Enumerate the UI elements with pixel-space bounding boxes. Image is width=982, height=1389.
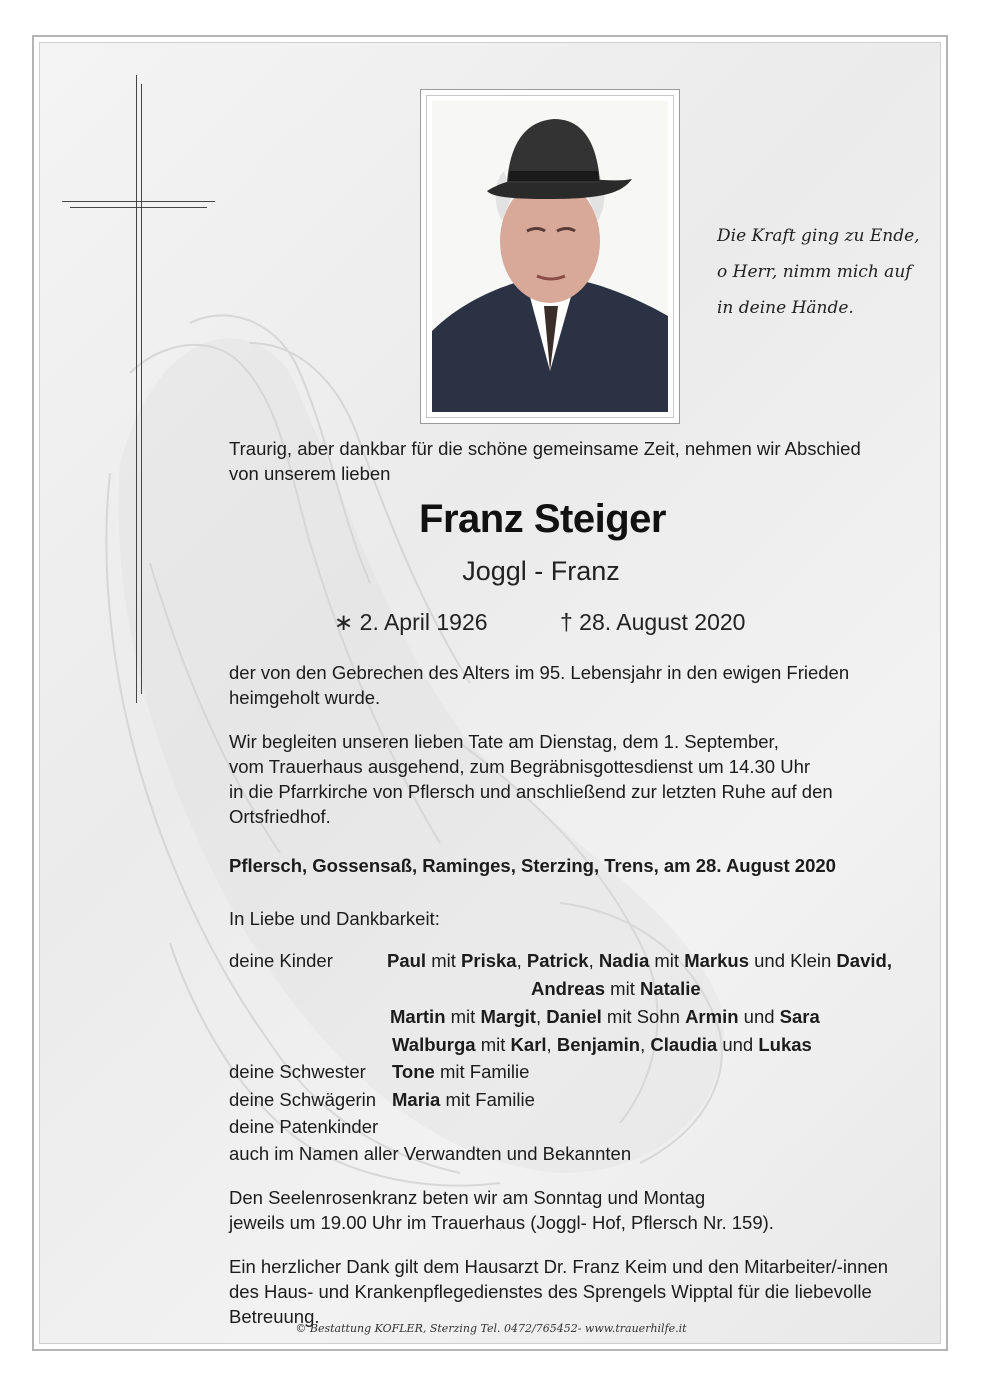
sisterinlaw-entry: Maria mit Familie: [392, 1089, 535, 1110]
cross-horizontal-line: [62, 201, 215, 202]
love-line: In Liebe und Dankbarkeit:: [229, 908, 440, 929]
death-text-line: heimgeholt wurde.: [229, 687, 381, 708]
children-row: Martin mit Margit, Daniel mit Sohn Armin und Sara: [390, 1006, 820, 1027]
godchildren-label: deine Patenkinder: [229, 1116, 379, 1137]
funeral-text-line: Wir begleiten unseren lieben Tate am Dienstag, dem 1. September,: [229, 731, 779, 752]
relatives-line: auch im Namen aller Verwandten und Bekannten: [229, 1143, 632, 1164]
quote-line: in deine Hände.: [717, 298, 854, 318]
footer-credit: © Bestattung KOFLER, Sterzing Tel. 0472/765452- www.trauerhilfe.it: [295, 1322, 687, 1335]
thanks-line: Betreuung.: [229, 1306, 320, 1327]
funeral-text-line: in die Pfarrkirche von Pflersch und anschließend zur letzten Ruhe auf den: [229, 781, 833, 802]
intro-line: von unserem lieben: [229, 463, 391, 484]
rosary-line: Den Seelenrosenkranz beten wir am Sonntag und Montag: [229, 1187, 706, 1208]
cross-vertical-line-inner: [141, 84, 142, 694]
children-row: Walburga mit Karl, Benjamin, Claudia und Lukas: [392, 1034, 812, 1055]
children-row: Andreas mit Natalie: [531, 978, 701, 999]
funeral-text-line: Ortsfriedhof.: [229, 806, 331, 827]
deceased-nickname: Joggl - Franz: [462, 556, 620, 586]
thanks-line: Ein herzlicher Dank gilt dem Hausarzt Dr. Franz Keim und den Mitarbeiter/-innen: [229, 1256, 889, 1277]
quote-line: Die Kraft ging zu Ende,: [717, 226, 920, 246]
death-date: † 28. August 2020: [560, 609, 746, 635]
rosary-line: jeweils um 19.00 Uhr im Trauerhaus (Joggl- Hof, Pflersch Nr. 159).: [229, 1212, 774, 1233]
intro-line: Traurig, aber dankbar für die schöne gemeinsame Zeit, nehmen wir Abschied: [229, 438, 861, 459]
children-row: Paul mit Priska, Patrick, Nadia mit Markus und Klein David,: [387, 950, 892, 971]
thanks-line: des Haus- und Krankenpflegedienstes des Sprengels Wipptal für die liebevolle: [229, 1281, 872, 1302]
cross-horizontal-line-inner: [70, 207, 207, 208]
place-date: Pflersch, Gossensaß, Raminges, Sterzing, Trens, am 28. August 2020: [229, 855, 836, 876]
portrait-frame: [420, 89, 680, 424]
death-text-line: der von den Gebrechen des Alters im 95. Lebensjahr in den ewigen Frieden: [229, 662, 850, 683]
quote: [717, 218, 937, 326]
children-label: deine Kinder: [229, 950, 333, 971]
sister-entry: Tone mit Familie: [392, 1061, 530, 1082]
deceased-name: Franz Steiger: [419, 497, 666, 541]
quote-line: o Herr, nimm mich auf: [717, 262, 912, 282]
sisterinlaw-label: deine Schwägerin: [229, 1089, 377, 1110]
sister-label: deine Schwester: [229, 1061, 366, 1082]
birth-date: ∗ 2. April 1926: [334, 609, 488, 635]
cross-vertical-line: [136, 75, 137, 703]
portrait-photo: [432, 101, 668, 412]
funeral-text-line: vom Trauerhaus ausgehend, zum Begräbnisgottesdienst um 14.30 Uhr: [229, 756, 811, 777]
